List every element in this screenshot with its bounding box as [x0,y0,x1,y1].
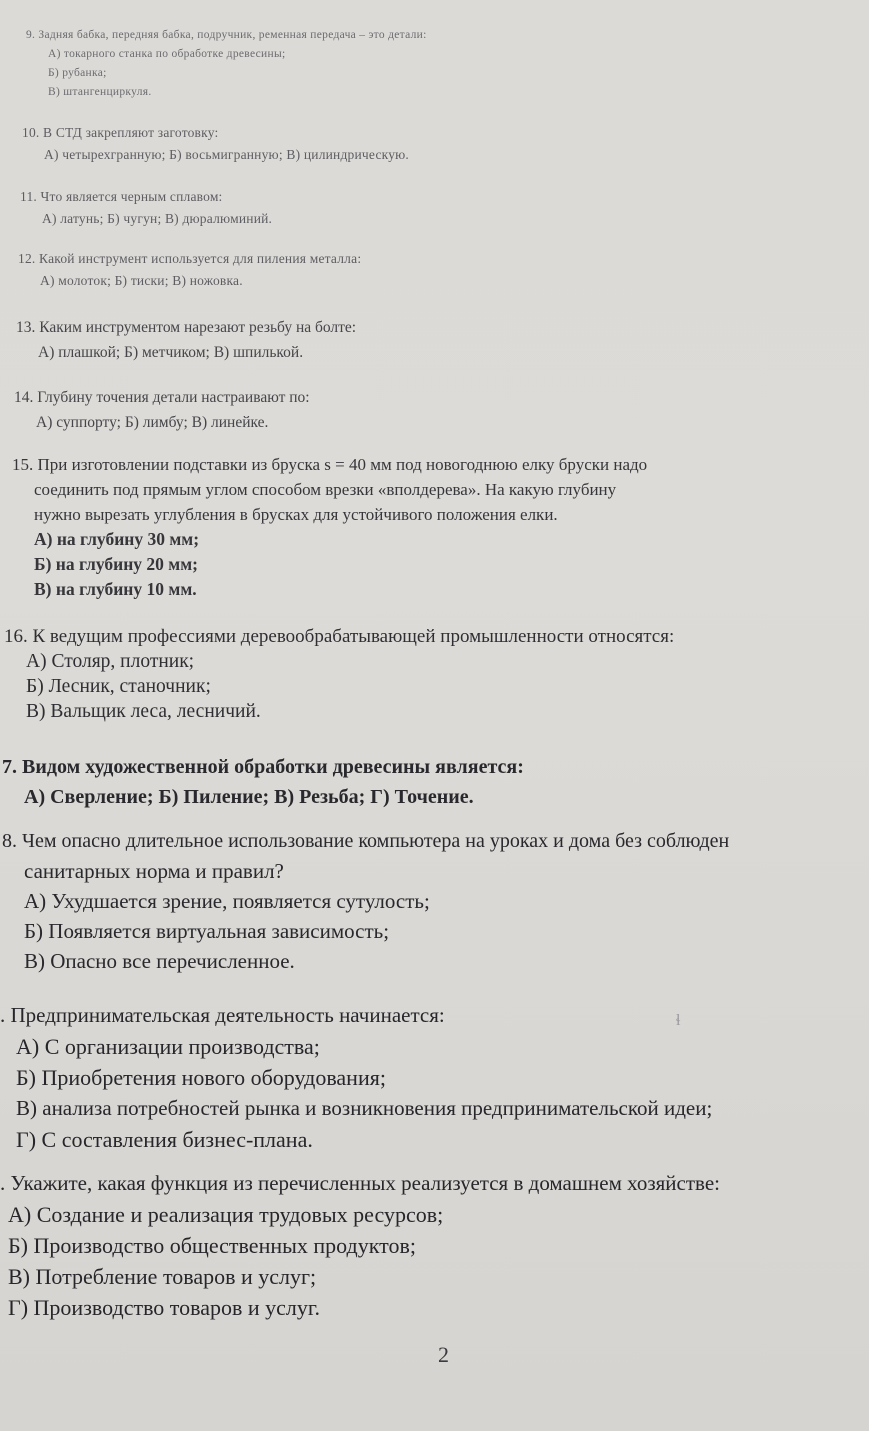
answer-option: А) четырехгранную; Б) восьмигранную; В) цилиндрическую. [44,147,410,162]
answer-option: Б) на глубину 20 мм; [34,554,198,574]
question-20 [0,1168,720,1323]
question-text-line: нужно вырезать углубления в брусках для устойчивого положения елки. [34,505,558,524]
answer-option: А) на глубину 30 мм; [34,529,200,549]
answer-option: Г) Производство товаров и услуг. [8,1295,320,1320]
question-11 [20,186,272,230]
question-text: . Предпринимательская деятельность начинается: [0,1003,445,1027]
answer-option: А) плашкой; Б) метчиком; В) шпилькой. [38,344,304,361]
answer-option: В) Вальщик леса, лесничий. [26,701,261,722]
answer-option: А) С организации производства; [16,1034,320,1059]
question-text: 13. Каким инструментом нарезают резьбу на болте: [16,319,357,336]
answer-option: А) Ухудшается зрение, появляется сутулость; [24,889,430,913]
answer-option: Г) С составления бизнес-плана. [16,1127,313,1152]
question-text: 14. Глубину точения детали настраивают по: [14,389,310,406]
answer-option: Б) Приобретения нового оборудования; [16,1065,386,1090]
answer-option: В) анализа потребностей рынка и возникновения предпринимательской идеи; [16,1096,713,1120]
answer-option: А) Столяр, плотник; [26,651,195,672]
question-18 [2,826,729,976]
question-9 [26,26,427,102]
question-text: 11. Что является черным сплавом: [20,189,223,204]
question-13 [16,315,356,365]
question-12 [18,248,361,292]
question-17 [2,752,524,812]
answer-option: В) Опасно все перечисленное. [24,949,295,973]
question-text-line: 15. При изготовлении подставки из бруска s = 40 мм под новогоднюю елку бруски надо [12,455,648,474]
question-16 [4,624,674,724]
answer-option: А) суппорту; Б) лимбу; В) линейке. [36,414,269,431]
answer-option: Б) рубанка; [48,67,107,79]
answer-option: В) Потребление товаров и услуг; [8,1264,317,1289]
question-15 [12,452,647,602]
answer-option: А) токарного станка по обработке древесины; [48,48,286,60]
question-text: 16. К ведущим профессиями деревообрабатывающей промышленности относятся: [4,626,675,647]
question-text: 7. Видом художественной обработки древесины является: [2,756,524,778]
answer-option: А) латунь; Б) чугун; В) дюралюминий. [42,211,273,226]
question-text: 9. Задняя бабка, передняя бабка, подручник, ременная передача – это детали: [26,29,427,41]
answer-option: Б) Лесник, станочник; [26,676,211,697]
answer-option: Б) Производство общественных продуктов; [8,1233,416,1258]
pencil-mark-icon: ɬ [676,1012,681,1029]
question-10 [22,122,409,166]
answer-option: А) Создание и реализация трудовых ресурсов; [8,1202,444,1227]
question-text: . Укажите, какая функция из перечисленных реализуется в домашнем хозяйстве: [0,1171,720,1195]
page-number: 2 [438,1342,449,1367]
question-text-line: соединить под прямым углом способом врезки «вполдерева». На какую глубину [34,480,617,499]
question-19 [0,1000,712,1155]
answer-option: В) на глубину 10 мм. [34,579,197,599]
question-text-line: 8. Чем опасно длительное использование компьютера на уроках и дома без соблюден [2,830,730,852]
answer-option: Б) Появляется виртуальная зависимость; [24,919,390,943]
question-text-line: санитарных норма и правил? [24,859,284,883]
question-text: 12. Какой инструмент используется для пиления металла: [18,251,362,266]
question-14 [14,385,310,435]
answer-option: В) штангенциркуля. [48,86,152,98]
answer-option: А) молоток; Б) тиски; В) ножовка. [40,273,243,288]
answer-option: А) Сверление; Б) Пиление; В) Резьба; Г) Точение. [24,786,474,808]
question-text: 10. В СТД закрепляют заготовку: [22,125,219,140]
